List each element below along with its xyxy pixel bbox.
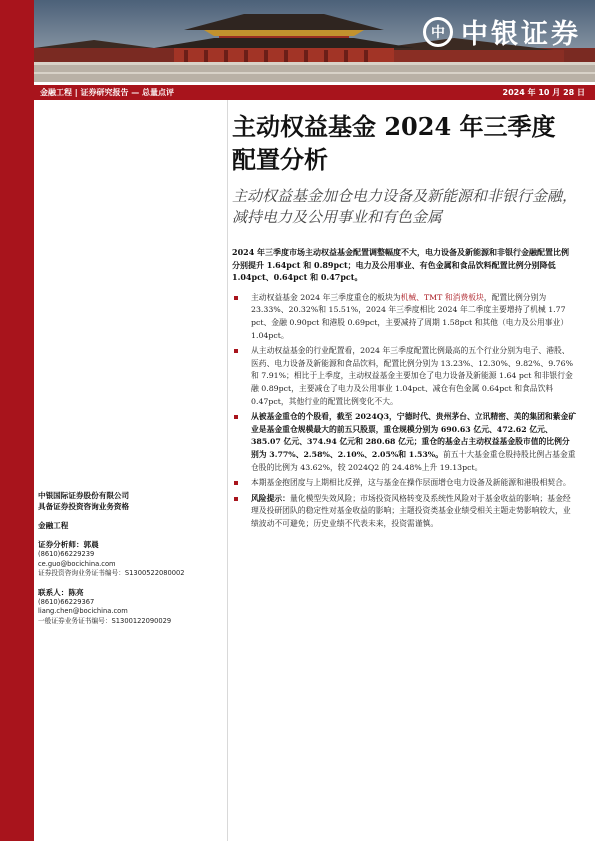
highlighted-sectors: 机械、TMT 和消费板块 [400, 292, 484, 302]
bullet-square-icon [234, 349, 238, 353]
bullet-square-icon [234, 481, 238, 485]
company-qualification: 具备证券投资咨询业务资格 [38, 502, 130, 511]
list-item: 本期基金抱团度与上期相比反弹，这与基金在操作层面增仓电力设备及新能源和港股相契合。 [232, 477, 577, 490]
key-points-list [232, 292, 577, 531]
contact-phone: (8610)66229367 [38, 597, 95, 606]
main-content [232, 102, 577, 533]
report-subtitle: 主动权益基金加仓电力设备及新能源和非银行金融，减持电力及公用事业和有色金属 [232, 187, 578, 226]
list-item: 主动权益基金 2024 年三季度重仓的板块为机械、TMT 和消费板块，配置比例分别为 23.33%、20.32%和 15.51%，2024 年三季度相比 2024 年二季度主要增持了机械 1.77 pct、金融 0.90pct 和港股 0.69pct，主要减持了周期 1.58pct 和其他（电力及公用事业）1.04pct。 [232, 292, 577, 342]
boc-logo-icon: 中 [423, 17, 453, 47]
left-sidebar [34, 100, 228, 841]
bullet-square-icon [234, 296, 238, 300]
left-accent-bar [0, 0, 34, 841]
analyst-phone: (8610)66229239 [38, 550, 95, 558]
brand-name: 中银证券 [461, 19, 581, 50]
report-date: 2024 年 10 月 28 日 [502, 88, 585, 97]
analyst-email[interactable]: ce.guo@bocichina.com [38, 559, 116, 568]
contact-email[interactable]: liang.chen@bocichina.com [38, 607, 128, 616]
analyst-certificate: 证券投资咨询业务证书编号：S1300522080002 [38, 569, 185, 578]
list-item: 从被基金重仓的个股看，截至 2024Q3，宁德时代、贵州茅台、立讯精密、美的集团和紫金矿业是基金重仓规模最大的前五只股票，重仓规模分别为 690.63 亿元、472.62 亿元、385.07 亿元、374.94 亿元和 280.68 亿元；重仓的基金占主动权益基金股市值的比例分别为 3.77%、2.58%、2.10%、2.05%和 1.53%。前五十大基金重仓股持股比例占基金重仓股的比例为 43.62%，较 2024Q2 的 24.48%上升 19.13pct。 [232, 411, 577, 474]
company-name: 中银国际证券股份有限公司 [38, 491, 130, 500]
risk-warning-label: 风险提示： [251, 493, 290, 503]
contact-certificate: 一般证券业务证书编号：S1300122090029 [38, 616, 172, 625]
report-category-strip [34, 85, 595, 100]
bullet-square-icon [234, 415, 238, 419]
header-banner [34, 0, 595, 82]
report-category: 金融工程 | 证券研究报告 — 总量点评 [40, 88, 175, 97]
analyst-name: 证券分析师：郭晨 [38, 540, 99, 549]
summary-paragraph: 2024 年三季度市场主动权益基金配置调整幅度不大，电力设备及新能源和非银行金融配置比例分别提升 1.64pct 和 0.89pct；电力及公用事业、有色金属和食品饮料配置比例分别降低 1.04pct、0.64pct 和 0.47pct。 [232, 247, 570, 283]
company-logo [423, 12, 581, 51]
bullet-square-icon [234, 497, 238, 501]
contact-name: 联系人：陈亮 [38, 587, 84, 597]
report-title: 主动权益基金 2024 年三季度配置分析 [232, 112, 556, 174]
list-item: 风险提示：量化模型失效风险；市场投资风格转变及系统性风险对于基金收益的影响；基金经理及投研团队的稳定性对基金收益的影响；主题投资类基金业绩受相关主题走势影响较大，业绩波动不可避免；历史业绩不代表未来，投资需谨慎。 [232, 493, 577, 531]
department: 金融工程 [38, 521, 69, 530]
list-item: 从主动权益基金的行业配置看，2024 年三季度配置比例最高的五个行业分别为电子、港股、医药、电力设备及新能源和食品饮料，配置比例分别为 13.23%、12.30%、9.82%、9.76%和 7.91%；相比于上季度，主动权益基金主要加仓了电力设备及新能源 1.64 pct 和非银行金融 0.89pct，主要减仓了电力及公用事业 1.04pct、减仓有色金属 0.64pct 和食品饮料 0.47pct，其他行业的配置比例变化不大。 [232, 345, 577, 408]
